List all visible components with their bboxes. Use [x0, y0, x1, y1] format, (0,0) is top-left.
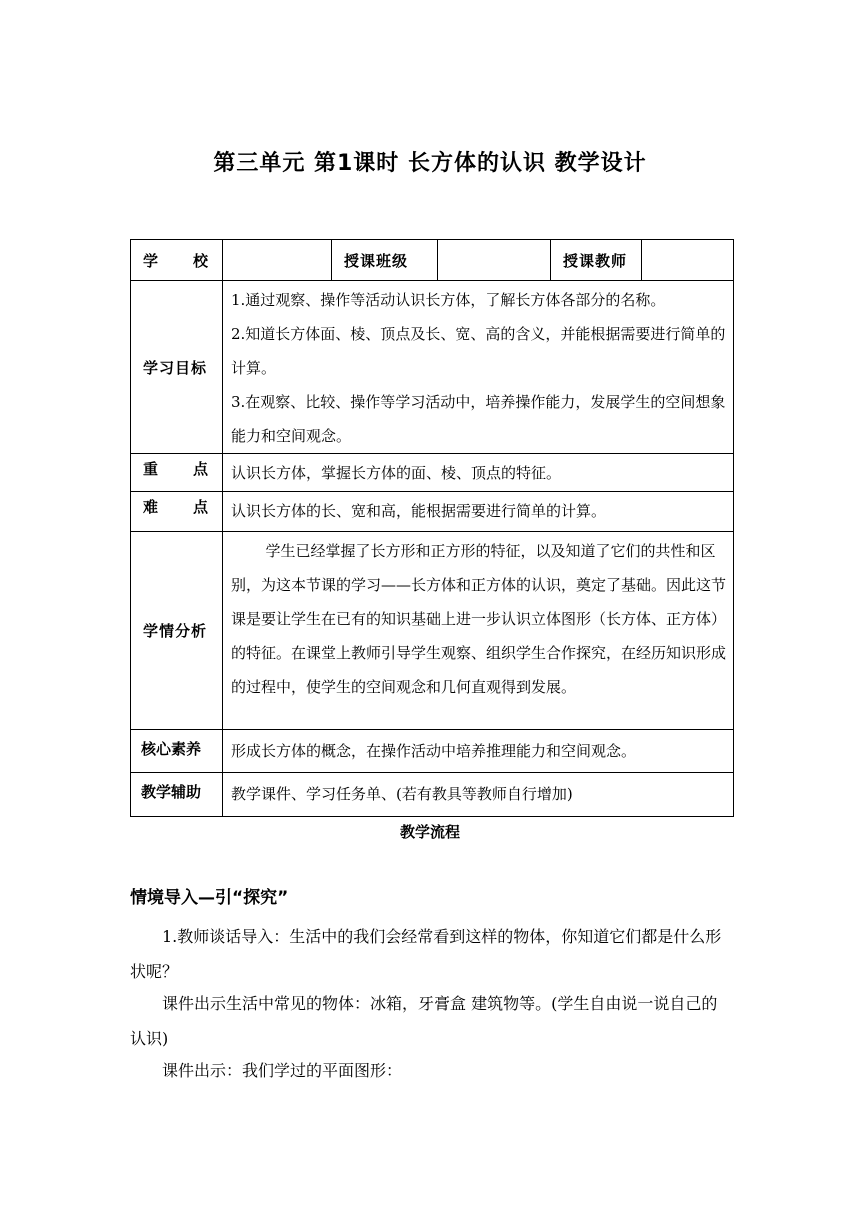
body-paragraph: 课件出示：我们学过的平面图形： [162, 1061, 403, 1080]
core-row [131, 730, 734, 773]
key-point-text: 认识长方体，掌握长方体的面、棱、顶点的特征。 [223, 454, 734, 492]
analysis-row [131, 532, 734, 730]
teacher-value-cell [642, 240, 734, 281]
key-point-label-a: 重 [143, 460, 159, 478]
teacher-label: 授课教师 [563, 251, 628, 270]
class-value-cell [438, 240, 551, 281]
goal-item: 1.通过观察、操作等活动认识长方体，了解长方体各部分的名称。 [231, 291, 666, 309]
analysis-label-cell [131, 532, 223, 730]
flow-title: 教学流程 [399, 823, 460, 841]
header-row [131, 240, 734, 281]
difficulty-label-b: 点 [192, 498, 208, 516]
goals-row [131, 281, 734, 454]
body-paragraph: 1.教师谈话导入：生活中的我们会经常看到这样的物体，你知道它们都是什么形状呢？ [130, 927, 722, 981]
goals-content [223, 281, 734, 454]
key-point-row [131, 454, 734, 492]
school-value-cell [223, 240, 332, 281]
analysis-label: 学情分析 [143, 622, 208, 640]
body-paragraph: 课件出示生活中常见的物体：冰箱，牙膏盒 建筑物等。(学生自由说一说自己的认识) [130, 994, 718, 1048]
document-title: 第三单元 第1课时 长方体的认识 教学设计 [213, 151, 647, 176]
key-point-label-cell [131, 454, 223, 492]
core-label: 核心素养 [141, 740, 202, 758]
lesson-info-table [130, 239, 734, 817]
difficulty-label-a: 难 [143, 498, 159, 516]
aids-row [131, 773, 734, 817]
difficulty-text: 认识长方体的长、宽和高，能根据需要进行简单的计算。 [223, 492, 734, 532]
core-label-cell [131, 730, 223, 773]
goals-label: 学习目标 [143, 358, 208, 377]
school-label-a: 学 [143, 251, 159, 270]
key-point-label-b: 点 [192, 460, 208, 478]
analysis-text: 学生已经掌握了长方形和正方形的特征，以及知道了它们的共性和区别，为这本节课的学习——长方体和正方体的认识，奠定了基础。因此这节课是要让学生在已有的知识基础上进一步认识立体图形（长方体、正方体）的特征。在课堂上教师引导学生观察、组织学生合作探究，在经历知识形成的过程中，使学生的空间观念和几何直观得到发展。 [223, 532, 734, 730]
goal-item: 3.在观察、比较、操作等学习活动中，培养操作能力，发展学生的空间想象能力和空间观念。 [231, 393, 726, 445]
difficulty-label-cell [131, 492, 223, 532]
section-title: 情境导入—引“探究” [130, 888, 289, 908]
teacher-label-cell [551, 240, 642, 281]
aids-label: 教学辅助 [141, 783, 202, 801]
class-label-cell [332, 240, 438, 281]
goal-item: 2.知道长方体面、棱、顶点及长、宽、高的含义，并能根据需要进行简单的计算。 [231, 325, 726, 377]
difficulty-row [131, 492, 734, 532]
aids-label-cell [131, 773, 223, 817]
school-label-b: 校 [192, 251, 208, 270]
class-label: 授课班级 [344, 251, 409, 270]
aids-text: 教学课件、学习任务单、(若有教具等教师自行增加) [223, 773, 734, 817]
core-text: 形成长方体的概念，在操作活动中培养推理能力和空间观念。 [223, 730, 734, 773]
goals-label-cell [131, 281, 223, 454]
school-label-cell [131, 240, 223, 281]
